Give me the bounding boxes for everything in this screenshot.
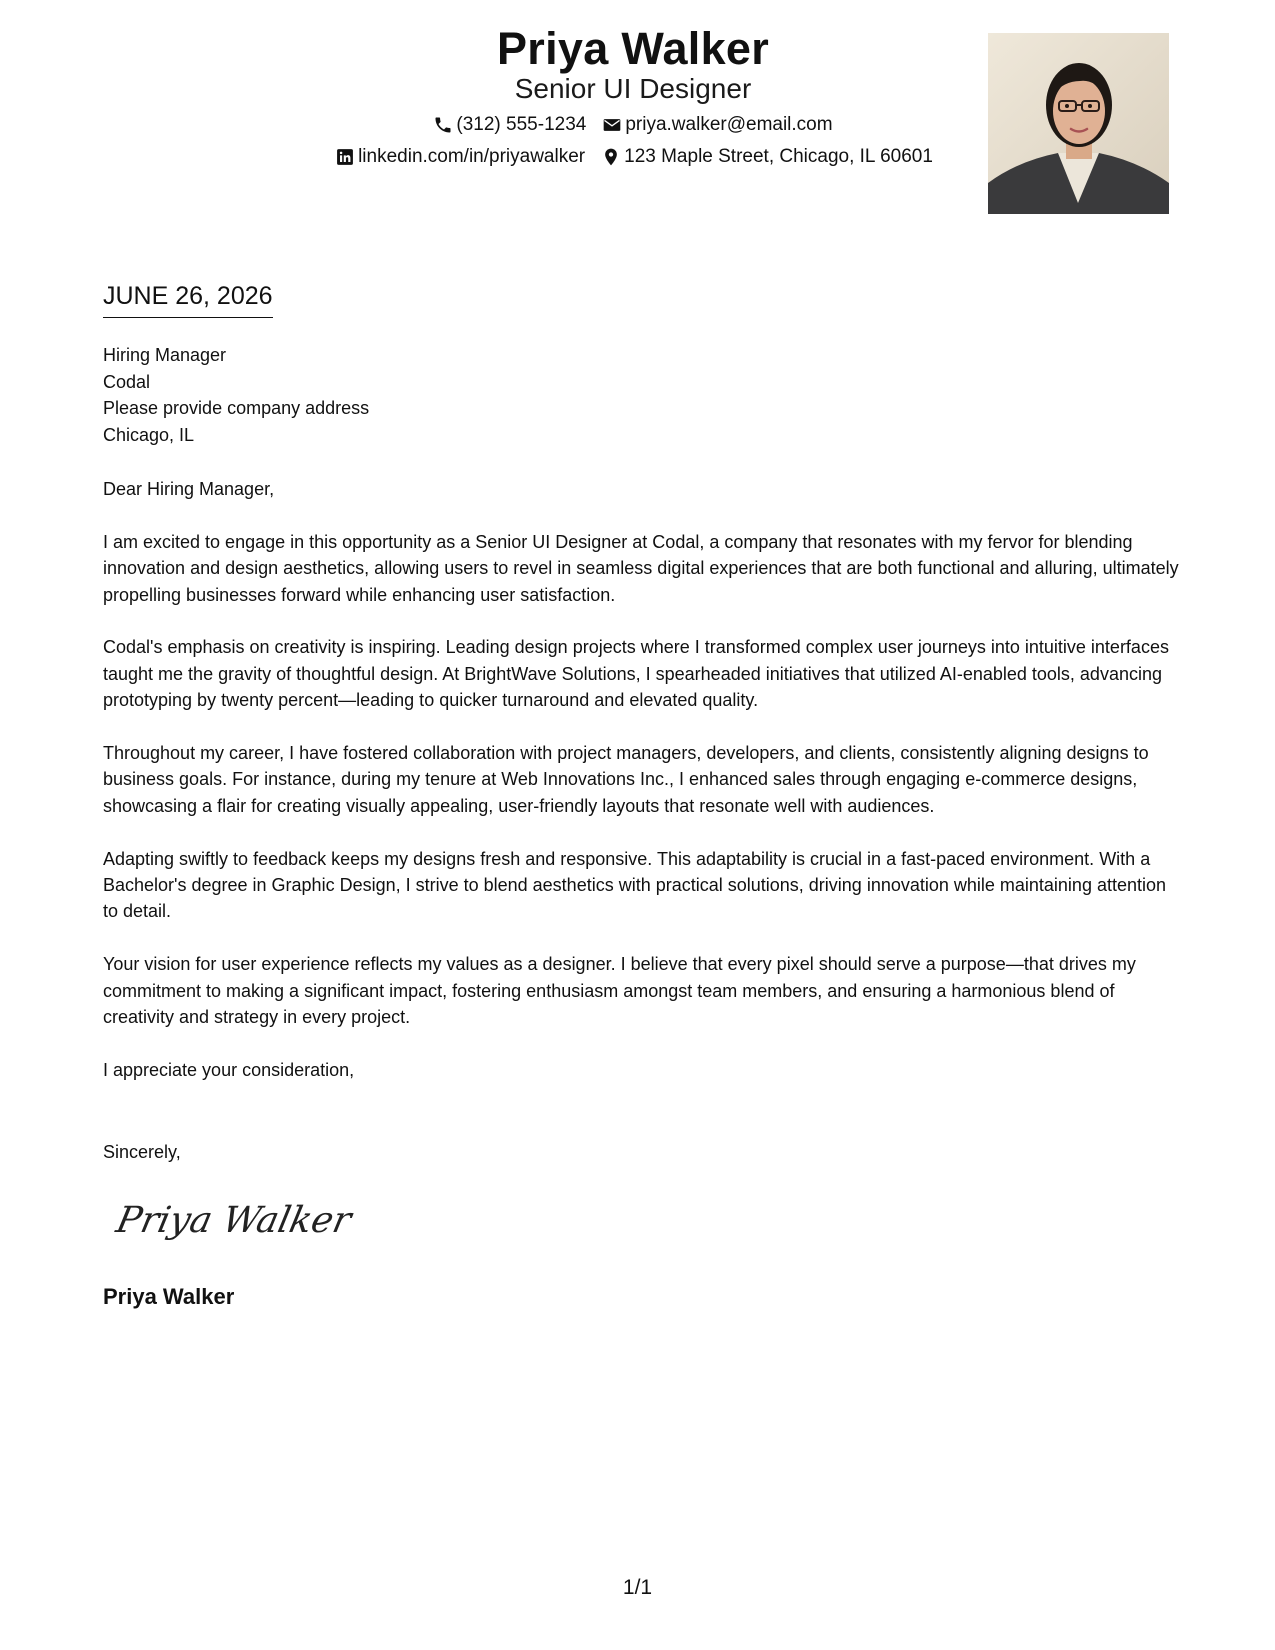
handwritten-signature <box>112 1188 362 1252</box>
recipient-address: Please provide company address <box>103 398 370 418</box>
recipient-city: Chicago, IL <box>103 424 195 445</box>
email-contact <box>602 113 832 137</box>
body-paragraph: I am excited to engage in this opportunity as a Senior UI Designer at Codal, a company that resonates with my fervor for blending innovation and design aesthetics, allowing users to revel in seamless digital experiences that are both functional and alluring, ultimately propelling businesses forward while enhancing user satisfaction. <box>103 531 1179 605</box>
letter-header <box>0 0 1275 230</box>
phone-contact <box>433 113 586 137</box>
map-marker-icon <box>601 147 621 167</box>
salutation: Dear Hiring Manager, <box>103 479 275 499</box>
signer-name: Priya Walker <box>103 1284 235 1309</box>
body-paragraph: Throughout my career, I have fostered collaboration with project managers, developers, and clients, consistently aligning designs to business goals. For instance, during my tenure at Web Innovations Inc., I enhanced sales through engaging e-commerce designs, showcasing a flair for creating visually appealing, user-friendly layouts that resonate well with audiences. <box>103 743 1149 816</box>
appreciation-line: I appreciate your consideration, <box>103 1059 355 1080</box>
address-text: 123 Maple Street, Chicago, IL 60601 <box>624 146 933 167</box>
address-contact <box>601 145 933 169</box>
email-text: priya.walker@email.com <box>625 114 833 135</box>
closing-line: Sincerely, <box>103 1142 181 1162</box>
letter-body <box>103 476 1183 1110</box>
body-paragraph: Codal's emphasis on creativity is inspiring. Leading design projects where I transformed complex user journeys into intuitive interfaces taught me the gravity of thoughtful design. At BrightWave Solutions, I spearheaded initiatives that utilized AI-enabled tools, advancing prototyping by twenty percent—leading to quicker turnaround and elevated quality. <box>103 637 1169 711</box>
recipient-title: Hiring Manager <box>103 345 227 365</box>
body-paragraph: Your vision for user experience reflects my values as a designer. I believe that every pixel should serve a purpose—that drives my commitment to making a significant impact, fostering enthusiasm amongst team members, and ensuring a harmonious blend of creativity and strategy in every project. <box>103 954 1136 1028</box>
letter-date: JUNE 26, 2026 <box>103 281 273 318</box>
profile-photo <box>988 33 1169 214</box>
linkedin-icon <box>335 147 355 167</box>
body-paragraph: Adapting swiftly to feedback keeps my designs fresh and responsive. This adaptability is crucial in a fast-paced environment. With a Bachelor's degree in Graphic Design, I strive to blend aesthetics with practical solutions, driving innovation while maintaining attention to detail. <box>103 848 1167 922</box>
envelope-icon <box>602 115 622 135</box>
applicant-name: Priya Walker <box>496 23 770 74</box>
linkedin-contact <box>335 145 585 169</box>
svg-text:Priya Walker: Priya Walker <box>112 1198 356 1241</box>
linkedin-text: linkedin.com/in/priyawalker <box>358 146 586 167</box>
page-number: 1/1 <box>622 1576 653 1599</box>
recipient-company: Codal <box>103 371 151 392</box>
recipient-block <box>103 342 369 448</box>
phone-icon <box>433 115 453 135</box>
applicant-title: Senior UI Designer <box>514 73 752 104</box>
phone-text: (312) 555-1234 <box>456 114 587 135</box>
